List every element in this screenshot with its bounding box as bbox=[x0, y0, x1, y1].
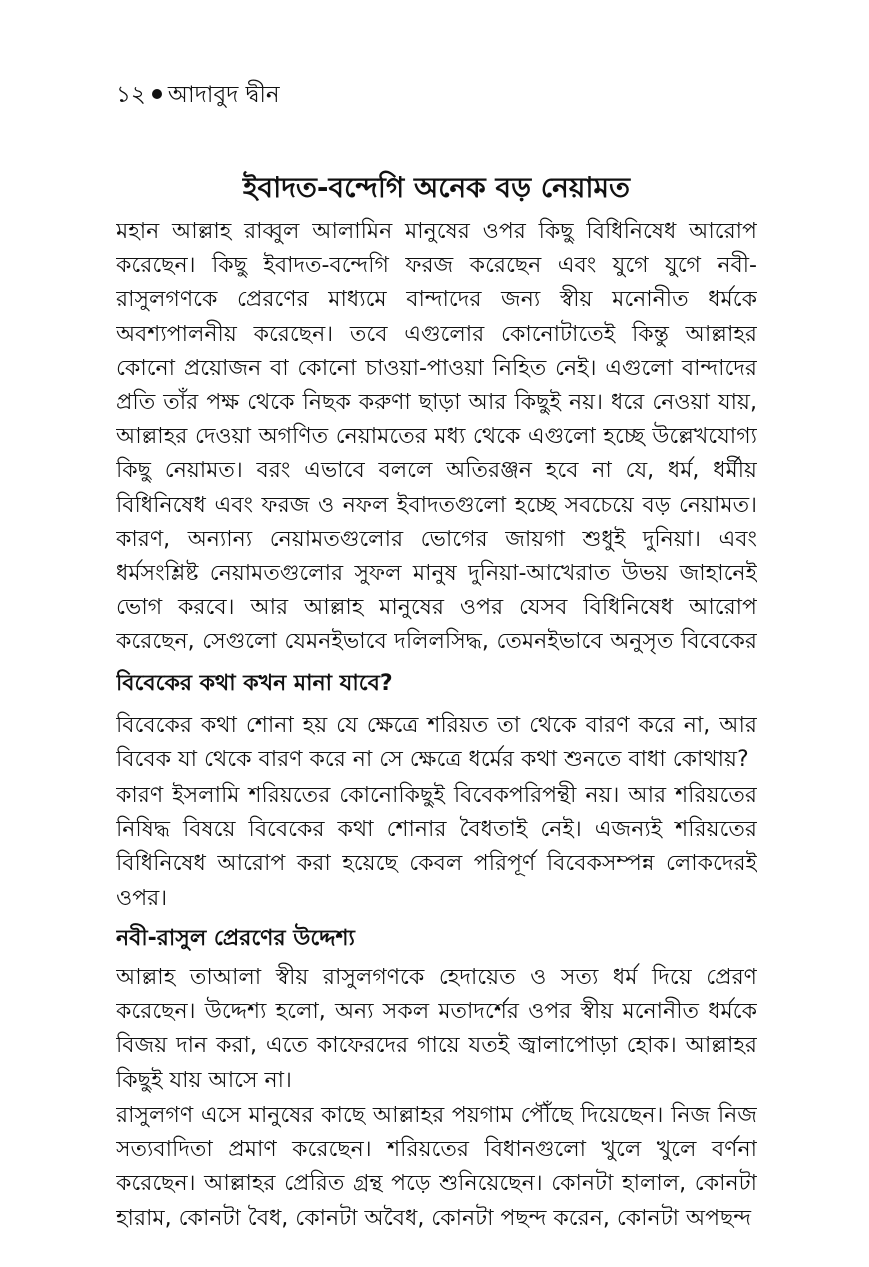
running-header bbox=[116, 78, 616, 112]
section-heading-prophets: নবী-রাসুল প্রেরণের উদ্দেশ্য bbox=[116, 926, 355, 951]
section-heading-conscience: বিবেকের কথা কখন মানা যাবে? bbox=[116, 671, 393, 696]
paragraph-prophets-purpose: আল্লাহ তাআলা স্বীয় রাসুলগণকে হেদায়েত ও সত্য ধর্ম দিয়ে প্রেরণ করেছেন। উদ্দেশ্য হলো, অন্য সকল মতাদর্শের ওপর স্বীয় মনোনীত ধর্মকে বিজয় দান করা, এতে কাফেরদের গায়ে যতই জ্বালাপোড়া হোক। আল্লাহর কিছুই যায় আসে না। bbox=[116, 965, 757, 1093]
paragraph-conscience-reason: কারণ ইসলামি শরিয়তের কোনোকিছুই বিবেকপরিপন্থী নয়। আর শরিয়তের নিষিদ্ধ বিষয়ে বিবেকের কথা শোনার বৈধতাই নেই। এজন্যই শরিয়তের বিধিনিষেধ আরোপ করা হয়েছে কেবল পরিপূর্ণ বিবেকসম্পন্ন লোকদেরই ওপর। bbox=[116, 783, 757, 911]
paragraph-prophets-message: রাসুলগণ এসে মানুষের কাছে আল্লাহর পয়গাম পৌঁছে দিয়েছেন। নিজ নিজ সত্যবাদিতা প্রমাণ করেছেন। শরিয়তের বিধানগুলো খুলে খুলে বর্ণনা করেছেন। আল্লাহর প্রেরিত গ্রন্থ পড়ে শুনিয়েছেন। কোনটা হালাল, কোনটা হারাম, কোনটা বৈধ, কোনটা অবৈধ, কোনটা পছন্দ করেন, কোনটা অপছন্দ bbox=[116, 1103, 757, 1231]
paragraph-conscience-question: বিবেকের কথা শোনা হয় যে ক্ষেত্রে শরিয়ত তা থেকে বারণ করে না, আর বিবেক যা থেকে বারণ করে না সে ক্ষেত্রে ধর্মের কথা শুনতে বাধা কোথায়? bbox=[116, 713, 757, 773]
paragraph-blessing: মহান আল্লাহ রাব্বুল আলামিন মানুষের ওপর কিছু বিধিনিষেধ আরোপ করেছেন। কিছু ইবাদত-বন্দেগি ফরজ করেছেন এবং যুগে যুগে নবী-রাসুলগণকে প্রেরণের মাধ্যমে বান্দাদের জন্য স্বীয় মনোনীত ধর্মকে অবশ্যপালনীয় করেছেন। তবে এগুলোর কোনোটাতেই কিন্তু আল্লাহর কোনো প্রয়োজন বা কোনো চাওয়া-পাওয়া নিহিত নেই। এগুলো বান্দাদের প্রতি তাঁর পক্ষ থেকে নিছক করুণা ছাড়া আর কিছুই নয়। ধরে নেওয়া যায়, আল্লাহর দেওয়া অগণিত নেয়ামতের মধ্য থেকে এগুলো হচ্ছে উল্লেখযোগ্য কিছু নেয়ামত। বরং এভাবে বললে অতিরঞ্জন হবে না যে, ধর্ম, ধর্মীয় বিধিনিষেধ এবং ফরজ ও নফল ইবাদতগুলো হচ্ছে সবচেয়ে বড় নেয়ামত। কারণ, অন্যান্য নেয়ামতগুলোর ভোগের জায়গা শুধুই দুনিয়া। এবং ধর্মসংশ্লিষ্ট নেয়ামতগুলোর সুফল মানুষ দুনিয়া-আখেরাত উভয় জাহানেই ভোগ করবে। আর আল্লাহ মানুষের ওপর যেসব বিধিনিষেধ আরোপ করেছেন, সেগুলো যেমনইভাবে দলিলসিদ্ধ, তেমনইভাবে অনুসৃত বিবেকের bbox=[116, 219, 757, 655]
chapter-heading: ইবাদত-বন্দেগি অনেক বড় নেয়ামত bbox=[242, 171, 631, 204]
bullet-icon bbox=[152, 89, 162, 99]
book-title: আদাবুদ দ্বীন bbox=[167, 82, 280, 108]
page-number: ১২ bbox=[116, 82, 146, 108]
